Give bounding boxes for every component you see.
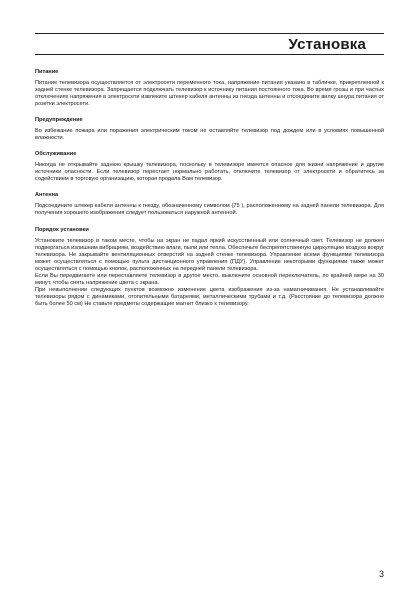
section-paragraph: При невыполнении следующих пунктов возможно изменение цвета изображения из-за намагничивания. Не устанавливайте телевизоры рядом с динамиками, отопительными батареями, металлическими трубами и т.д. (Расстояние до телевизора должно быть более 50 см) Не ставьте предметы содержащие магнит близко к телевизору. — [35, 286, 384, 307]
section-paragraph: Установите телевизор в таком месте, чтобы на экран не падал яркий искусственный или солнечный свет. Телевизор не должен подвергаться излишним вибрациям, воздействию влаги, пыли или тепла. Обеспечьте беспрепятственную циркуляцию воздуха вокруг телевизора. Не закрывайте вентиляционных отверстий на задней стенке телевизора. Управление всеми функциями телевизора может осуществляться с помощью пульта дистанционного управления (ПДУ). Управление некоторыми функциями также может осуществляться с помощью кнопок, расположенных на передней панели телевизора. — [35, 237, 384, 272]
section-installation — [35, 227, 384, 308]
section-heading: Питание — [35, 69, 59, 75]
section-paragraph: Если Вы передвигаете или переставляете телевизор в другое место, выключите основной переключатель, по крайней мере на 30 минут, чтобы снять напряжение цвета с экрана. — [35, 272, 384, 286]
section-antenna — [35, 192, 384, 217]
page-title: Установка — [288, 36, 366, 53]
section-warning — [35, 117, 384, 142]
section-paragraph: Никогда не открывайте заднюю крышку телевизора, поскольку в телевизоре имеется опасное для жизни напряжение и другие источники опасности. Если телевизор перестает нормально работать, отключите телевизор от электросети и обратитесь за содействием в торговую организацию, которая продала Вам телевизор. — [35, 162, 384, 183]
section-power — [35, 69, 384, 108]
section-maintenance — [35, 151, 384, 183]
section-heading: Предупреждение — [35, 117, 83, 124]
section-paragraph: Питание телевизора осуществляется от электросети переменного тока, напряжение питания указано в табличке, прикрепленной к задней стенке телевизора. Запрещается подключать телевизор к источнику питания постоянного тока. Во время грозы и при частых отключениях напряжения в электросети извлеките штекер кабеля антенны из гнезда антенны и отсоедините вилку шнура питания от розетки электросети. — [35, 80, 384, 108]
section-paragraph: Подсоедините штекер кабеля антенны к гнезду, обозначенному символом (75 ), расположенному на задней панели телевизора. Для получения хорошего изображения следует пользоваться наружной антенной. — [35, 203, 384, 217]
section-heading: Антенна — [35, 192, 59, 199]
page-header — [35, 33, 384, 55]
page-content — [35, 69, 384, 308]
page-number: 3 — [378, 569, 384, 579]
section-heading: Обслуживание — [35, 151, 77, 158]
section-heading: Порядок установки — [35, 226, 89, 233]
section-paragraph: Во избежание пожара или поражения электрическим током не оставляйте телевизор под дождем или в условиях повышенной влажности. — [35, 128, 384, 142]
